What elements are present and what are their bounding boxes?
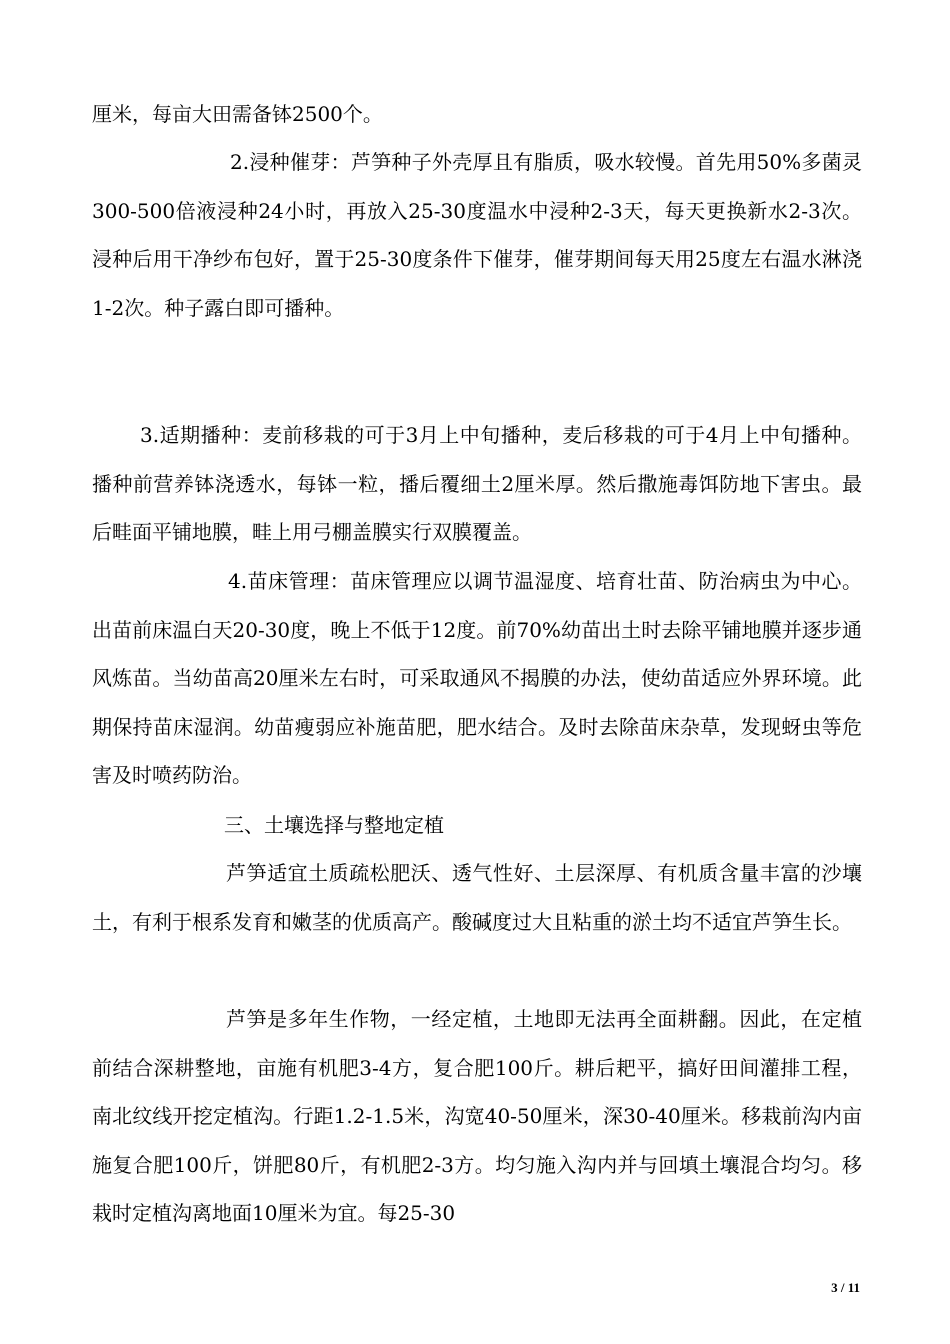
paragraph-continuation: 厘米，每亩大田需备钵2500个。 [92, 102, 383, 126]
paragraph-soil-suitability: 芦笋适宜土质疏松肥沃、透气性好、土层深厚、有机质含量丰富的沙壤土，有利于根系发育和嫩茎的优质高产。酸碱度过大且粘重的淤土均不适宜芦笋生长。 [92, 861, 862, 934]
paragraph-timely-sowing: 3.适期播种：麦前移栽的可于3月上中旬播种，麦后移栽的可于4月上中旬播种。播种前营养钵浇透水，每钵一粒，播后覆细土2厘米厚。然后撒施毒饵防地下害虫。最后畦面平铺地膜，畦上用弓棚盖膜实行双膜覆盖。 [92, 423, 862, 544]
section-heading-soil-selection: 三、土壤选择与整地定植 [224, 813, 444, 837]
paragraph-land-preparation: 芦笋是多年生作物，一经定植，土地即无法再全面耕翻。因此，在定植前结合深耕整地，亩施有机肥3-4方，复合肥100斤。耕后耙平，搞好田间灌排工程，南北纹线开挖定植沟。行距1.2-1.5米，沟宽40-50厘米，深30-40厘米。移栽前沟内亩施复合肥100斤，饼肥80斤，有机肥2-3方。均匀施入沟内并与回填土壤混合均匀。移栽时定植沟离地面10厘米为宜。每25-30 [92, 1007, 862, 1225]
paragraph-seedbed-management: 4.苗床管理：苗床管理应以调节温湿度、培育壮苗、防治病虫为中心。出苗前床温白天20-30度，晚上不低于12度。前70%幼苗出土时去除平铺地膜并逐步通风炼苗。当幼苗高20厘米左右时，可采取通风不揭膜的办法，使幼苗适应外界环境。此期保持苗床湿润。幼苗瘦弱应补施苗肥，肥水结合。及时去除苗床杂草，发现蚜虫等危害及时喷药防治。 [92, 569, 862, 787]
paragraph-soaking-germination: 2.浸种催芽：芦笋种子外壳厚且有脂质，吸水较慢。首先用50%多菌灵300-500倍液浸种24小时，再放入25-30度温水中浸种2-3天，每天更换新水2-3次。浸种后用干净纱布包好，置于25-30度条件下催芽，催芽期间每天用25度左右温水淋浇1-2次。种子露白即可播种。 [92, 150, 862, 320]
page-number: 3 / 11 [831, 1280, 860, 1295]
